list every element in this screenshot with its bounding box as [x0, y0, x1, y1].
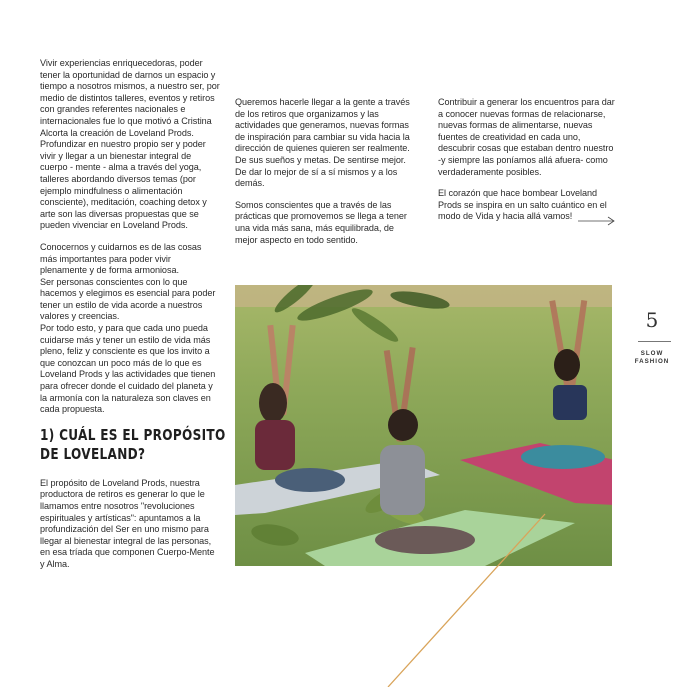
section-heading-line-1: 1) CUÁL ES EL PROPÓSITO: [40, 425, 226, 444]
page-number: 5: [645, 308, 659, 332]
paragraph-conscious: Somos conscientes que a través de las prácticas que promovemos se llega a tener una vida más sana, más equilibrada, de mejor aspecto en todo sentido.: [235, 199, 407, 245]
text-column-2: [235, 97, 412, 256]
section-heading-line-2: DE LOVELAND?: [40, 444, 146, 463]
paragraph-inspiration: Queremos hacerle llegar a la gente a través de los retiros que organizamos y las actividades que generamos, nuevas formas de inspiración para cambiar su vida hacia la dirección de quienes quieren ser realmente. De sus sueños y metas. De sentirse mejor. De dar lo mejor de sí a sí mismos y a los demás.: [235, 97, 410, 189]
yoga-photo: [235, 285, 612, 566]
paragraph-intro: Vivir experiencias enriquecedoras, poder tener la oportunidad de darnos un espacio y tiempo a nosotros mismos, a nuestro ser, por medio de distintos talleres, eventos y retiros con grandes referentes nacionales e internacionales fue lo que motivó a Cristina Alcorta la creación de Loveland Prods. Profundizar en nuestro propio ser y poder vivir y llegar a un bienestar integral de cuerpo - mente - alma a través del yoga, talleres abordando diversos temas (por ejemplo mindfulness o alimentación consciente), meditación, coaching detox y arte son las diversas propuestas que se pueden vivenciar en Loveland Prods.: [40, 58, 220, 231]
section-label: SLOW FASHION: [634, 350, 670, 365]
text-column-3: [438, 97, 618, 233]
paragraph-purpose: El propósito de Loveland Prods, nuestra productora de retiros es generar lo que le llamamos entre nosotros "revoluciones espirituales y artísticas": apuntamos a la profundización del Ser en uno mismo para llegar al bienestar integral de las personas, en esa tríada que componen Cuerpo-Mente y Alma.: [40, 477, 215, 569]
paragraph-heart: El corazón que hace bombear Loveland Prods se inspira en un salto cuántico en el modo de Vida y hacia allá vamos!: [438, 188, 607, 222]
paragraph-care: Conocernos y cuidarnos es de las cosas más importantes para poder vivir plenamente y de forma armoniosa. Ser personas conscientes con lo que hacemos y elegimos es esencial para poder tener un estilo de vida acorde a nuestros valores y creencias. Por todo esto, y para que cada uno pueda cuidarse más y tener un estilo de vida más pleno, feliz y consciente es que los invito a que conozcan un poco más de lo que es Loveland Prods y las actividades que tienen para ofrecer donde el cuidado del planeta y la armonía con la naturaleza son claves en cada propuesta.: [40, 241, 216, 415]
section-heading: [40, 425, 226, 464]
text-column-1: [40, 58, 226, 581]
yoga-scene-illustration: [235, 285, 612, 566]
paragraph-encounters: Contribuir a generar los encuentros para dar a conocer nuevas formas de relacionarse, nuevas formas de alimentarse, nuevas fuentes de creatividad en cada uno, descubrir cosas que estaban dentro nuestro -y siempre las poníamos allá afuera- como verdaderamente posibles.: [438, 97, 615, 177]
page-number-divider: [638, 341, 671, 342]
